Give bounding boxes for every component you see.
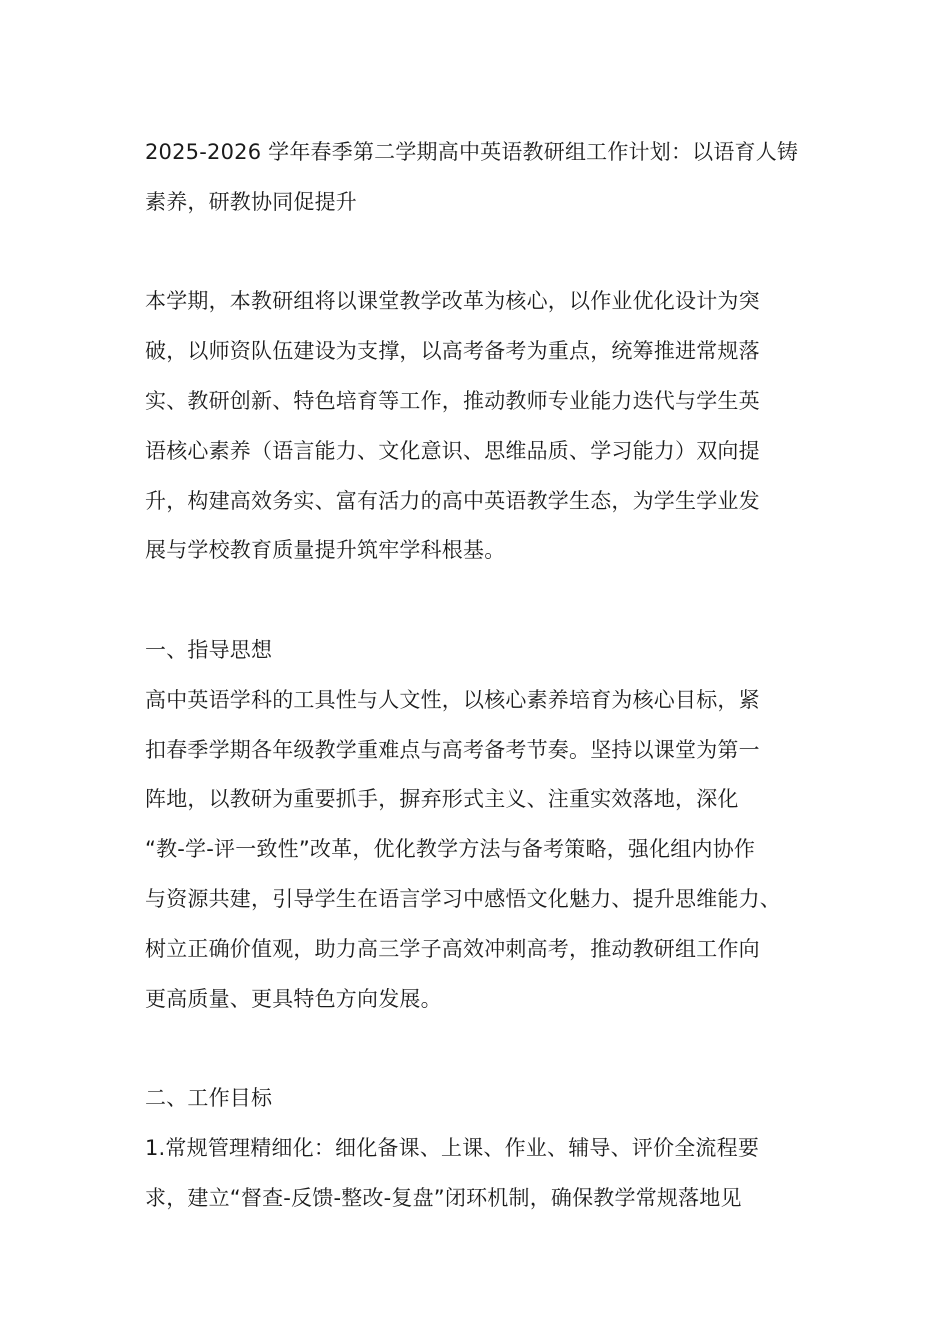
paragraph-line: “教-学-评一致性”改革，优化教学方法与备考策略，强化组内协作 [145, 837, 756, 862]
paragraph-line: 展与学校教育质量提升筑牢学科根基。 [145, 538, 506, 563]
paragraph-spacer [145, 228, 845, 278]
paragraph-line: 更高质量、更具特色方向发展。 [145, 986, 442, 1011]
paragraph-line: 破，以师资队伍建设为支撑，以高考备考为重点，统筹推进常规落 [145, 339, 760, 364]
paragraph-line: 与资源共建，引导学生在语言学习中感悟文化魅力、提升思维能力、 [145, 886, 781, 911]
section-work-goals [145, 1074, 845, 1223]
paragraph-line: 语核心素养（语言能力、文化意识、思维品质、学习能力）双向提 [145, 438, 760, 463]
section-heading: 二、工作目标 [145, 1086, 273, 1111]
section-heading: 一、指导思想 [145, 637, 273, 662]
paragraph-line: 扣春季学期各年级教学重难点与高考备考节奏。坚持以课堂为第一 [145, 737, 760, 762]
paragraph-line: 实、教研创新、特色培育等工作，推动教师专业能力迭代与学生英 [145, 388, 760, 413]
paragraph-line: 升，构建高效务实、富有活力的高中英语教学生态，为学生学业发 [145, 488, 760, 513]
paragraph-spacer [145, 1024, 845, 1074]
section-guiding-principles [145, 626, 845, 1024]
title-line: 素养，研教协同促提升 [145, 189, 357, 214]
document-body [145, 128, 845, 1224]
paragraph-line: 求，建立“督查-反馈-整改-复盘”闭环机制，确保教学常规落地见 [145, 1185, 742, 1210]
intro-paragraph [145, 277, 845, 576]
title-line: 2025-2026 学年春季第二学期高中英语教研组工作计划：以语育人铸 [145, 140, 799, 164]
paragraph-line: 本学期，本教研组将以课堂教学改革为核心，以作业优化设计为突 [145, 289, 760, 314]
paragraph-line: 高中英语学科的工具性与人文性，以核心素养培育为核心目标，紧 [145, 687, 760, 712]
paragraph-spacer [145, 576, 845, 626]
paragraph-line: 树立正确价值观，助力高三学子高效冲刺高考，推动教研组工作向 [145, 936, 760, 961]
paragraph-line: 阵地，以教研为重要抓手，摒弃形式主义、注重实效落地，深化 [145, 787, 739, 812]
document-title [145, 128, 845, 228]
paragraph-line: 1.常规管理精细化：细化备课、上课、作业、辅导、评价全流程要 [145, 1135, 760, 1160]
